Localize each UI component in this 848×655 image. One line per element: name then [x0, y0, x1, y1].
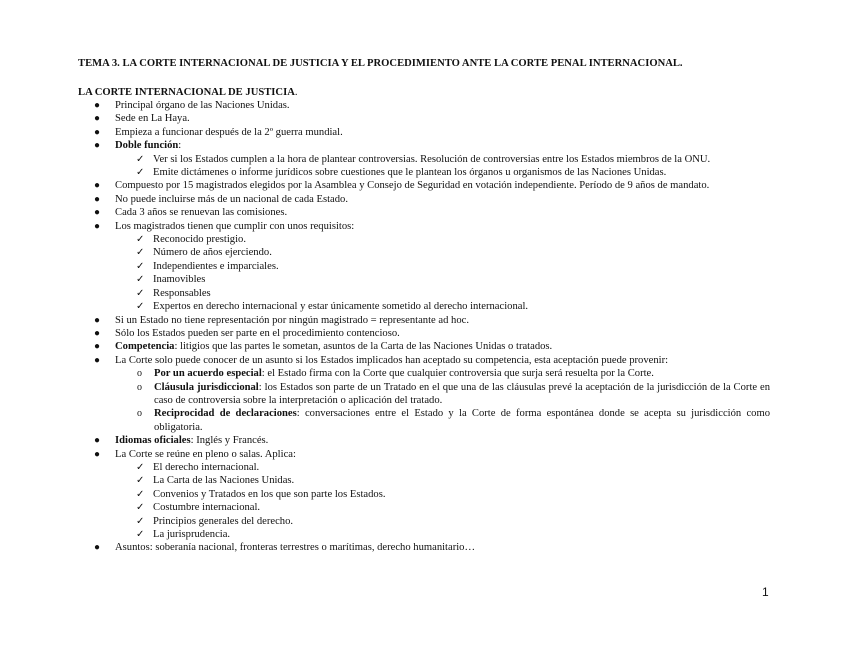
check-marker: ✓ [136, 234, 145, 246]
item-text: Los magistrados tienen que cumplir con unos requisitos: [115, 220, 355, 232]
sub-item-text: La Carta de las Naciones Unidas. [153, 475, 295, 487]
sub-item-circle [78, 381, 778, 408]
item-text: Principal órgano de las Naciones Unidas. [115, 100, 290, 111]
list-item [78, 220, 778, 233]
item-text: : litigios que las partes le sometan, asuntos de la Carta de las Naciones Unidas o tratados. [174, 341, 553, 353]
item-text: Cada 3 años se renuevan las comisiones. [115, 207, 288, 219]
bullet-marker: ● [94, 207, 101, 219]
sub-item [78, 528, 778, 541]
sub-item-bold-label: Cláusula jurisdiccional [154, 381, 259, 393]
sub-item-text: Ver si los Estados cumplen a la hora de plantear controversias. Resolución de controversias entre los Estados miembros de la ONU. [153, 153, 711, 165]
circle-marker: o [137, 381, 142, 393]
sub-item-text: Independientes e imparciales. [153, 260, 279, 272]
sub-item [78, 488, 778, 501]
item-text: La Corte se reúne en pleno o salas. Aplica: [115, 448, 296, 460]
section-heading-punct: . [294, 87, 298, 98]
sub-item-text: Convenios y Tratados en los que son parte los Estados. [153, 488, 386, 500]
sub-item [78, 246, 778, 259]
list-item [78, 448, 778, 461]
item-text: : [178, 140, 182, 152]
bullet-marker: ● [94, 113, 101, 125]
item-text: Si un Estado no tiene representación por ningún magistrado = representante ad hoc. [115, 314, 469, 326]
check-marker: ✓ [136, 502, 145, 514]
sub-item-text: El derecho internacional. [153, 461, 260, 473]
sub-item-circle [78, 407, 778, 434]
item-bold-label: Idiomas oficiales [115, 435, 191, 447]
check-marker: ✓ [136, 488, 145, 500]
check-marker: ✓ [136, 287, 145, 299]
sub-item [78, 461, 778, 474]
sub-item-text: Principios generales del derecho. [153, 515, 294, 527]
bullet-marker: ● [94, 140, 101, 152]
list-item [78, 126, 778, 139]
sub-item [78, 153, 778, 166]
item-text: La Corte solo puede conocer de un asunto si los Estados implicados han aceptado su competencia, esta aceptación puede provenir: [115, 354, 669, 366]
sub-item-text: La jurisprudencia. [153, 529, 231, 540]
list-item [78, 206, 778, 219]
sub-item-text: Expertos en derecho internacional y estar únicamente sometido al derecho internacional. [153, 301, 529, 313]
bullet-marker: ● [94, 314, 101, 326]
list-item [78, 340, 778, 353]
sub-item-text: : el Estado firma con la Corte que cualquier controversia que surja será resuelta por la Corte. [261, 368, 654, 380]
sub-item [78, 260, 778, 273]
check-marker: ✓ [136, 301, 145, 313]
circle-marker: o [137, 368, 142, 380]
list-item [78, 434, 778, 447]
sub-item-text: Inamovibles [153, 274, 206, 286]
item-text: Sólo los Estados pueden ser parte en el procedimiento contencioso. [115, 327, 400, 339]
check-marker: ✓ [136, 274, 145, 286]
section-heading-text: LA CORTE INTERNACIONAL DE JUSTICIA [78, 87, 295, 98]
bullet-marker: ● [94, 542, 101, 554]
bullet-marker: ● [94, 341, 101, 353]
sub-item-text: Emite dictámenes o informe jurídicos sobre cuestiones que le plantean los órganos u organismos de las Naciones Unidas. [153, 167, 667, 179]
bullet-marker: ● [94, 126, 101, 138]
item-bold-label: Competencia [115, 341, 175, 353]
sub-item-text: : los Estados son parte de un Tratado en el que una de las cláusulas prevé la aceptación de la jurisdicción de la Corte en caso de controversia sobre la interpretación o aplicación del tratado. [154, 381, 771, 406]
check-marker: ✓ [136, 167, 145, 179]
check-marker: ✓ [136, 153, 145, 165]
sub-item [78, 474, 778, 487]
sub-item-content [154, 381, 770, 408]
bullet-marker: ● [94, 327, 101, 339]
page-number: 1 [762, 585, 769, 599]
sub-item-bold-label: Por un acuerdo especial [154, 368, 262, 380]
check-marker: ✓ [136, 260, 145, 272]
item-text: : Inglés y Francés. [190, 435, 269, 447]
bullet-marker: ● [94, 448, 101, 460]
sub-item [78, 515, 778, 528]
bullet-marker: ● [94, 435, 101, 447]
item-text: Compuesto por 15 magistrados elegidos por la Asamblea y Consejo de Seguridad en votación independiente. Período de 9 años de mandato. [115, 180, 710, 192]
sub-item [78, 501, 778, 514]
list-item [78, 354, 778, 367]
check-marker: ✓ [136, 461, 145, 473]
list-item [78, 327, 778, 340]
item-bold-label: Doble función [115, 140, 179, 152]
sub-item [78, 300, 778, 313]
check-marker: ✓ [136, 247, 145, 259]
bullet-marker: ● [94, 354, 101, 366]
list-item [78, 112, 778, 125]
sub-item-content [154, 407, 770, 434]
sub-item-text: Responsables [153, 287, 211, 299]
sub-item-bold-label: Reciprocidad de declaraciones [154, 408, 297, 420]
sub-item-text: : conversaciones entre el Estado y la Corte de forma espontánea donde se acepta su jurisdicción como obligatoria. [154, 408, 770, 433]
document-title: TEMA 3. LA CORTE INTERNACIONAL DE JUSTICIA Y EL PROCEDIMIENTO ANTE LA CORTE PENAL INTERNACIONAL. [78, 58, 683, 69]
sub-item-text: Número de años ejerciendo. [153, 247, 272, 259]
sub-item-content [154, 367, 770, 380]
sub-item [78, 273, 778, 286]
item-text: Empieza a funcionar después de la 2º guerra mundial. [115, 126, 343, 138]
bullet-marker: ● [94, 220, 101, 232]
list-item [78, 179, 778, 192]
sub-item [78, 166, 778, 179]
sub-item-circle [78, 367, 778, 380]
item-text: Sede en La Haya. [115, 113, 190, 125]
list-item [78, 139, 778, 152]
list-item [78, 99, 778, 112]
check-marker: ✓ [136, 529, 145, 540]
sub-item [78, 287, 778, 300]
bullet-marker: ● [94, 180, 101, 192]
bullet-marker: ● [94, 100, 101, 111]
list-item [78, 193, 778, 206]
bullet-marker: ● [94, 193, 101, 205]
sub-item [78, 233, 778, 246]
bullet-list [78, 99, 778, 555]
check-marker: ✓ [136, 475, 145, 487]
list-item [78, 541, 778, 554]
sub-item-text: Reconocido prestigio. [153, 234, 246, 246]
item-text: No puede incluirse más de un nacional de cada Estado. [115, 193, 348, 205]
check-marker: ✓ [136, 515, 145, 527]
circle-marker: o [137, 408, 142, 420]
item-text: Asuntos: soberanía nacional, fronteras terrestres o marítimas, derecho humanitario… [115, 542, 476, 554]
list-item [78, 314, 778, 327]
section-heading [78, 86, 298, 99]
sub-item-text: Costumbre internacional. [153, 502, 261, 514]
